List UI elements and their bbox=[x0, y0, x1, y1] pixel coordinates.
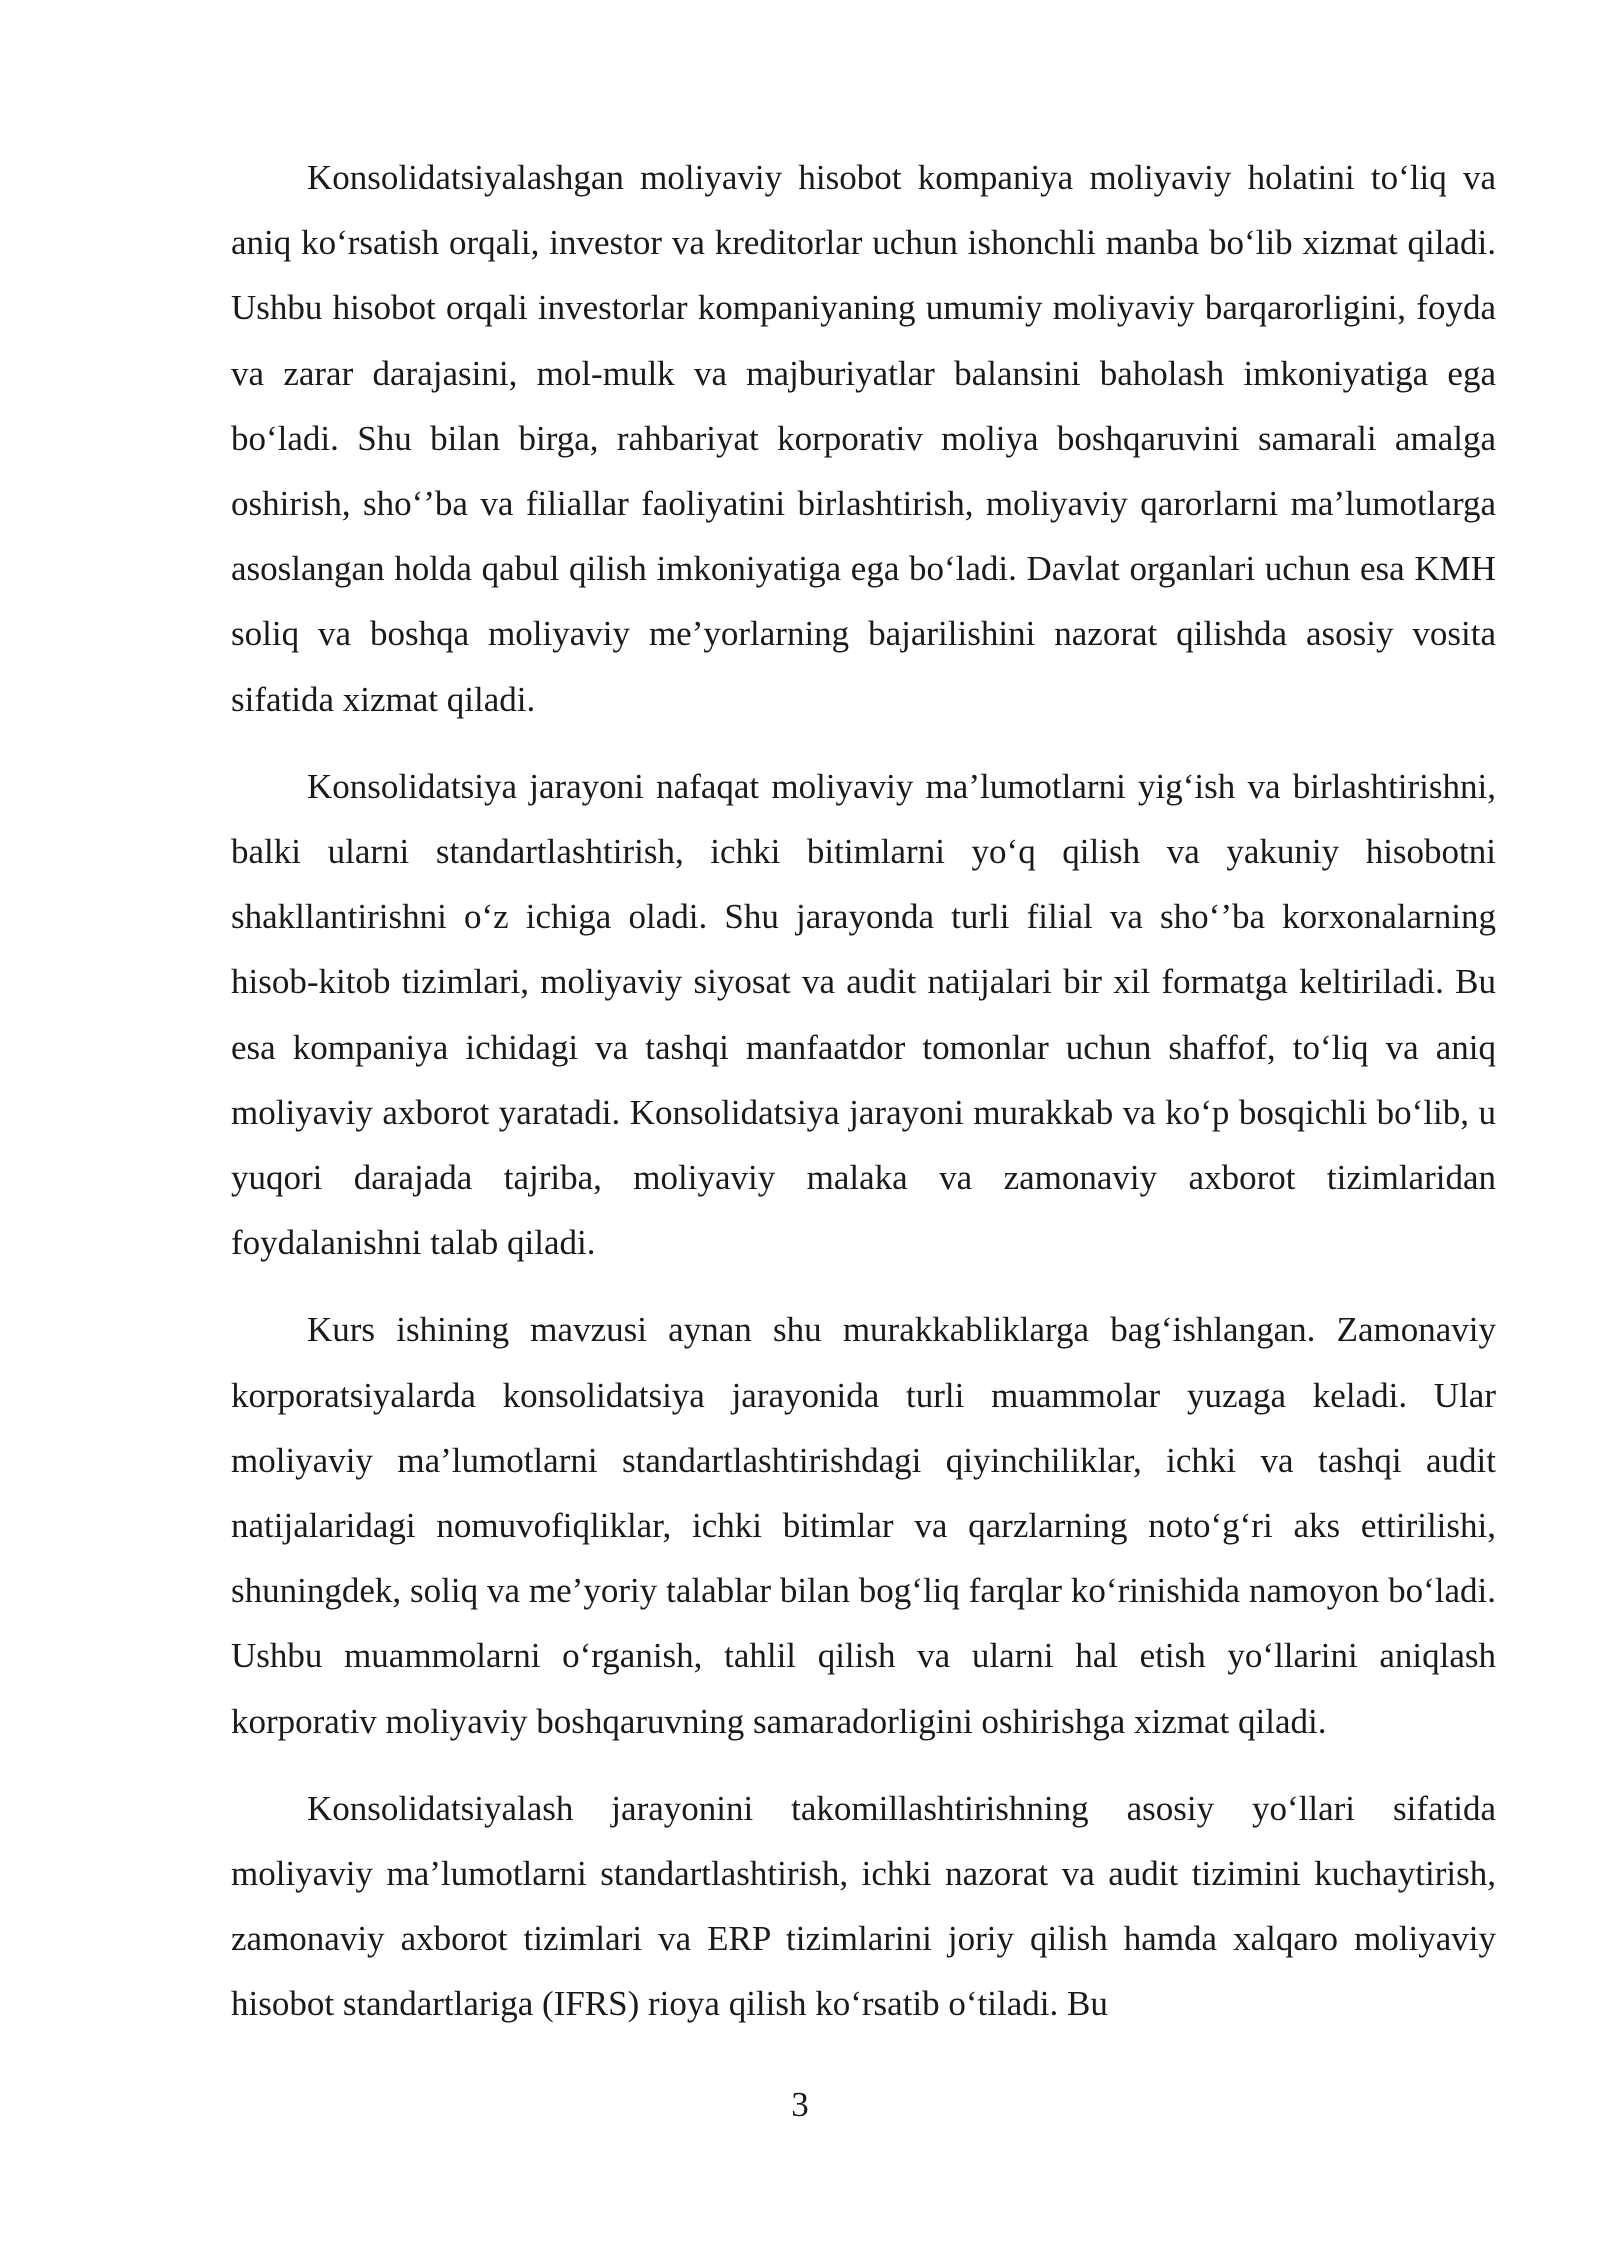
page-number: 3 bbox=[791, 2085, 809, 2124]
paragraph-1: Konsolidatsiyalashgan moliyaviy hisobot kompaniya moliyaviy holatini to‘liq va aniq ko‘rsatish orqali, investor va kreditorlar uchun ishonchli manba bo‘lib xizmat qiladi. Ushbu hisobot orqali investorlar kompaniyaning umumiy moliyaviy barqarorligini, foyda va zarar darajasini, mol-mulk va majburiyatlar balansini baholash imkoniyatiga ega bo‘ladi. Shu bilan birga, rahbariyat korporativ moliya boshqaruvini samarali amalga oshirish, sho‘’ba va filiallar faoliyatini birlashtirish, moliyaviy qarorlarni ma’lumotlarga asoslangan holda qabul qilish imkoniyatiga ega bo‘ladi. Davlat organlari uchun esa KMH soliq va boshqa moliyaviy me’yorlarning bajarilishini nazorat qilishda asosiy vosita sifatida xizmat qiladi. bbox=[231, 158, 1496, 719]
paragraph-3: Kurs ishining mavzusi aynan shu murakkabliklarga bag‘ishlangan. Zamonaviy korporatsiyalarda konsolidatsiya jarayonida turli muammolar yuzaga keladi. Ular moliyaviy ma’lumotlarni standartlashtirishdagi qiyinchiliklar, ichki va tashqi audit natijalaridagi nomuvofiqliklar, ichki bitimlar va qarzlarning noto‘g‘ri aks ettirilishi, shuningdek, soliq va me’yoriy talablar bilan bog‘liq farqlar ko‘rinishida namoyon bo‘ladi. Ushbu muammolarni o‘rganish, tahlil qilish va ularni hal etish yo‘llarini aniqlash korporativ moliyaviy boshqaruvning samaradorligini oshirishga xizmat qiladi. bbox=[231, 1310, 1496, 1741]
paragraph-4: Konsolidatsiyalash jarayonini takomillashtirishning asosiy yo‘llari sifatida moliyaviy ma’lumotlarni standartlashtirish, ichki nazorat va audit tizimini kuchaytirish, zamonaviy axborot tizimlari va ERP tizimlarini joriy qilish hamda xalqaro moliyaviy hisobot standartlariga (IFRS) rioya qilish ko‘rsatib o‘tiladi. Bu bbox=[231, 1788, 1496, 2024]
paragraph-2: Konsolidatsiya jarayoni nafaqat moliyaviy ma’lumotlarni yig‘ish va birlashtirishni, balki ularni standartlashtirish, ichki bitimlarni yo‘q qilish va yakuniy hisobotni shakllantirishni o‘z ichiga oladi. Shu jarayonda turli filial va sho‘’ba korxonalarning hisob-kitob tizimlari, moliyaviy siyosat va audit natijalari bir xil formatga keltiriladi. Bu esa kompaniya ichidagi va tashqi manfaatdor tomonlar uchun shaffof, to‘liq va aniq moliyaviy axborot yaratadi. Konsolidatsiya jarayoni murakkab va ko‘p bosqichli bo‘lib, u yuqori darajada tajriba, moliyaviy malaka va zamonaviy axborot tizimlaridan foydalanishni talab qiladi. bbox=[231, 766, 1496, 1263]
document-body bbox=[231, 145, 1496, 2059]
